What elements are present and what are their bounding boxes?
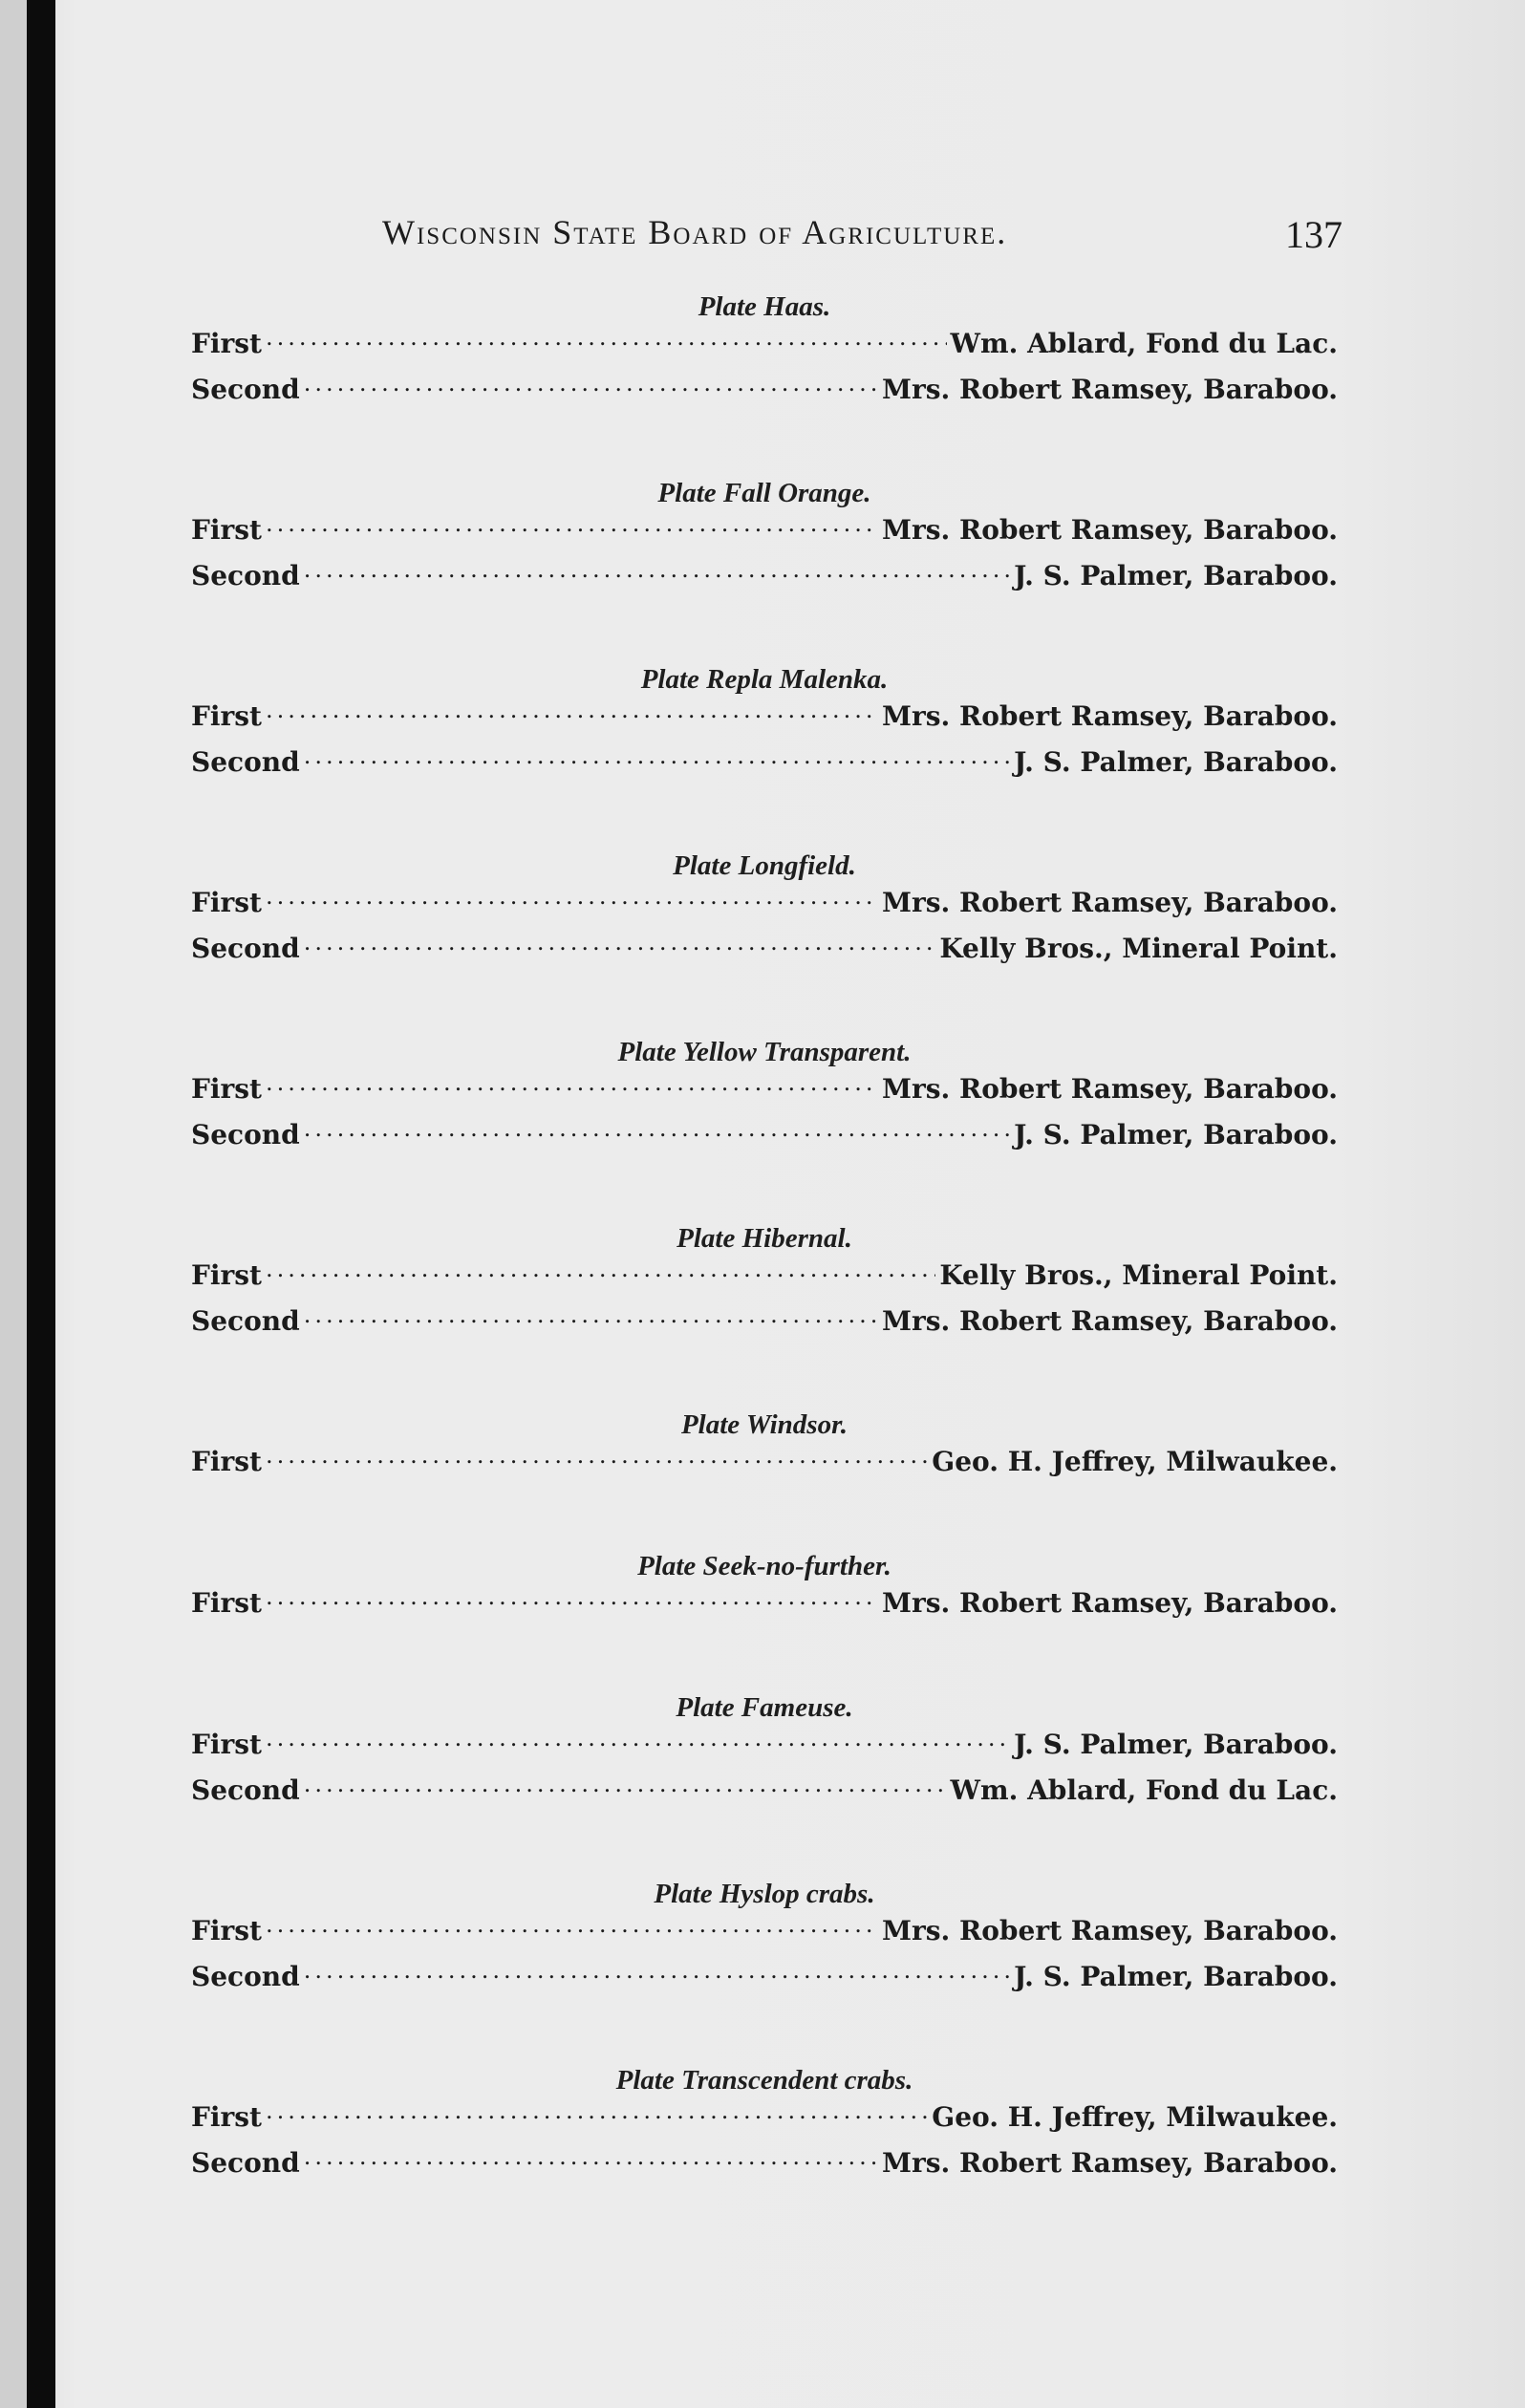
plate-title: Plate Longfield. xyxy=(673,850,856,881)
award-winner: Geo. H. Jeffrey, Milwaukee. xyxy=(932,2101,1338,2133)
award-row xyxy=(191,1767,1338,1809)
award-winner: J. S. Palmer, Baraboo. xyxy=(1014,1729,1338,1760)
plate-title: Plate Transcendent crabs. xyxy=(615,2065,913,2096)
dot-leader xyxy=(266,693,878,725)
award-row xyxy=(191,1298,1338,1340)
award-place: First xyxy=(191,1446,262,1477)
award-row xyxy=(191,1438,1338,1480)
plate-title: Plate Windsor. xyxy=(680,1409,848,1440)
dot-leader xyxy=(304,1298,878,1330)
award-place: Second xyxy=(191,374,300,405)
dot-leader xyxy=(304,2139,878,2172)
award-winner: Mrs. Robert Ramsey, Baraboo. xyxy=(881,1915,1338,1946)
award-row xyxy=(191,1580,1338,1622)
dot-leader xyxy=(266,1438,928,1471)
award-place: Second xyxy=(191,1774,300,1806)
award-winner: J. S. Palmer, Baraboo. xyxy=(1014,560,1338,591)
dot-leader xyxy=(304,1953,1010,1986)
award-place: First xyxy=(191,328,262,359)
award-row xyxy=(191,366,1338,408)
page-number: 137 xyxy=(1285,213,1342,256)
award-row xyxy=(191,1721,1338,1763)
award-place: First xyxy=(191,1259,262,1291)
award-place: Second xyxy=(191,1961,300,1992)
running-head: Wisconsin State Board of Agriculture. xyxy=(382,213,1008,251)
award-row xyxy=(191,925,1338,967)
dot-leader xyxy=(304,552,1010,585)
award-row xyxy=(191,1907,1338,1949)
dot-leader xyxy=(304,925,936,957)
award-winner: Geo. H. Jeffrey, Milwaukee. xyxy=(932,1446,1338,1477)
plate-title: Plate Hibernal. xyxy=(677,1223,852,1254)
award-place: First xyxy=(191,700,262,732)
page-header xyxy=(382,212,1342,269)
award-place: Second xyxy=(191,746,300,778)
award-place: First xyxy=(191,1073,262,1105)
award-row xyxy=(191,320,1338,362)
dot-leader xyxy=(266,879,878,912)
award-place: Second xyxy=(191,560,300,591)
award-winner: Mrs. Robert Ramsey, Baraboo. xyxy=(881,700,1338,732)
plate-title: Plate Haas. xyxy=(698,291,831,322)
award-winner: Mrs. Robert Ramsey, Baraboo. xyxy=(881,887,1338,918)
award-winner: Mrs. Robert Ramsey, Baraboo. xyxy=(881,1305,1338,1337)
dot-leader xyxy=(266,1252,935,1284)
award-row xyxy=(191,879,1338,921)
award-place: First xyxy=(191,1729,262,1760)
award-place: Second xyxy=(191,2147,300,2179)
award-row xyxy=(191,1252,1338,1294)
award-winner: Mrs. Robert Ramsey, Baraboo. xyxy=(881,1587,1338,1619)
award-place: First xyxy=(191,1587,262,1619)
dot-leader xyxy=(266,1907,878,1940)
award-row xyxy=(191,1111,1338,1153)
dot-leader xyxy=(304,739,1010,771)
award-row xyxy=(191,693,1338,735)
award-winner: Mrs. Robert Ramsey, Baraboo. xyxy=(881,374,1338,405)
plate-title: Plate Repla Malenka. xyxy=(640,664,889,695)
award-winner: Wm. Ablard, Fond du Lac. xyxy=(950,1774,1338,1806)
award-place: First xyxy=(191,514,262,546)
award-row xyxy=(191,739,1338,781)
award-row xyxy=(191,1953,1338,1995)
dot-leader xyxy=(304,1767,947,1799)
plate-title: Plate Yellow Transparent. xyxy=(617,1037,912,1067)
award-place: First xyxy=(191,887,262,918)
dot-leader xyxy=(304,1111,1010,1144)
award-row xyxy=(191,1065,1338,1107)
dot-leader xyxy=(266,2094,928,2126)
award-winner: J. S. Palmer, Baraboo. xyxy=(1014,746,1338,778)
award-row xyxy=(191,2094,1338,2136)
award-place: Second xyxy=(191,933,300,964)
award-winner: Kelly Bros., Mineral Point. xyxy=(939,933,1338,964)
award-winner: Mrs. Robert Ramsey, Baraboo. xyxy=(881,2147,1338,2179)
award-row xyxy=(191,2139,1338,2182)
dot-leader xyxy=(266,1065,878,1098)
award-place: Second xyxy=(191,1119,300,1150)
award-winner: Kelly Bros., Mineral Point. xyxy=(939,1259,1338,1291)
plate-title: Plate Fameuse. xyxy=(676,1692,853,1723)
dot-leader xyxy=(266,506,878,539)
award-winner: Wm. Ablard, Fond du Lac. xyxy=(950,328,1338,359)
award-winner: J. S. Palmer, Baraboo. xyxy=(1014,1961,1338,1992)
dot-leader xyxy=(266,1580,878,1612)
binding-shadow xyxy=(27,0,55,2408)
award-place: Second xyxy=(191,1305,300,1337)
dot-leader xyxy=(266,320,947,353)
award-row xyxy=(191,506,1338,548)
award-row xyxy=(191,552,1338,594)
plate-title: Plate Seek-no-further. xyxy=(637,1551,891,1581)
plate-title: Plate Fall Orange. xyxy=(657,478,871,508)
page-edge xyxy=(0,0,27,2408)
dot-leader xyxy=(266,1721,1010,1753)
award-winner: J. S. Palmer, Baraboo. xyxy=(1014,1119,1338,1150)
award-winner: Mrs. Robert Ramsey, Baraboo. xyxy=(881,514,1338,546)
award-winner: Mrs. Robert Ramsey, Baraboo. xyxy=(881,1073,1338,1105)
plate-title: Plate Hyslop crabs. xyxy=(654,1879,875,1909)
award-place: First xyxy=(191,1915,262,1946)
dot-leader xyxy=(304,366,878,398)
award-place: First xyxy=(191,2101,262,2133)
